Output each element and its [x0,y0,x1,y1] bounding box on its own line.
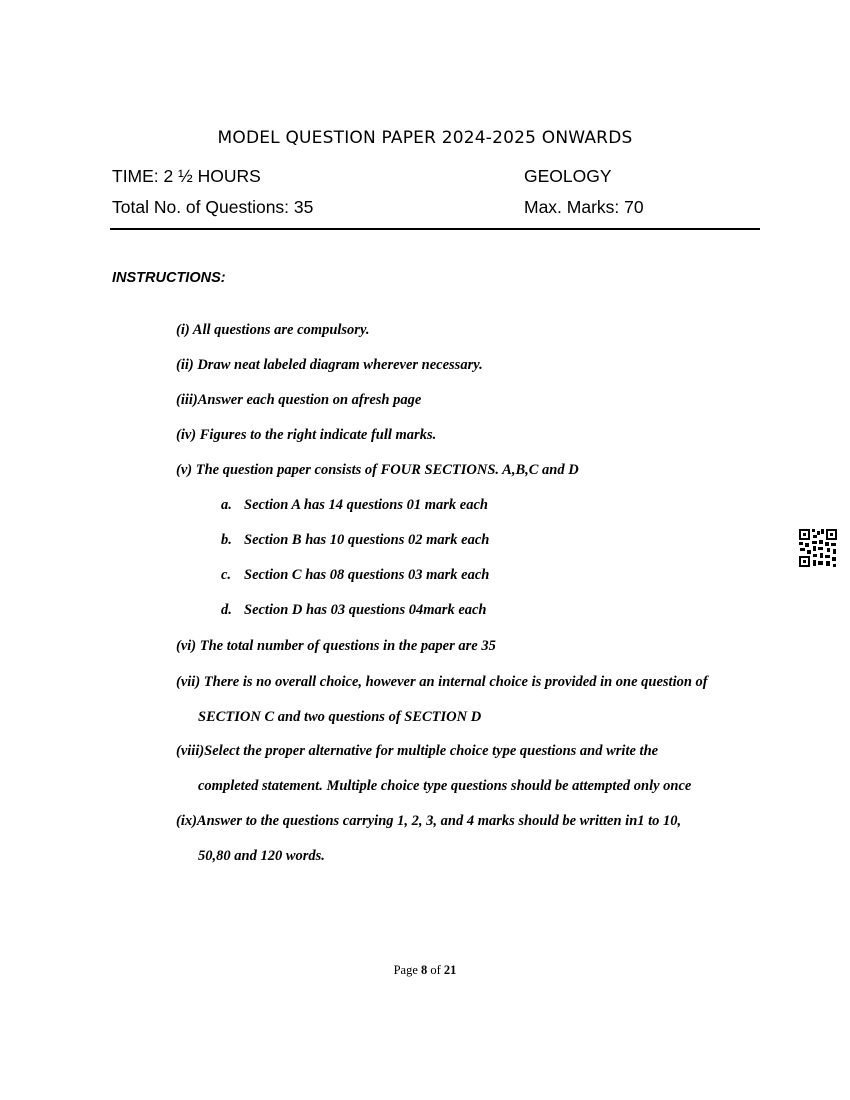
paper-title: MODEL QUESTION PAPER 2024-2025 ONWARDS [217,128,633,148]
header-divider [110,228,760,230]
section-item [221,532,489,549]
section-text: Section B has 10 questions 02 mark each [244,532,490,548]
section-marker: d. [221,602,232,618]
instruction-item: (v) The question paper consists of FOUR SECTIONS. A,B,C and D [176,462,579,478]
max-marks-label: Max. Marks: 70 [524,197,644,217]
page-label: Page [393,963,418,977]
instruction-item: (ix)Answer to the questions carrying 1, 2, 3, and 4 marks should be written in1 to 10, [176,813,682,829]
instruction-item: (iii)Answer each question on afresh page [176,392,422,408]
page-number: 8 [421,963,428,977]
instruction-item: (ii) Draw neat labeled diagram wherever necessary. [176,357,483,373]
page-footer [0,963,850,978]
section-text: Section D has 03 questions 04mark each [244,602,487,618]
time-label: TIME: 2 ½ HOURS [112,166,261,186]
instruction-item-continuation: completed statement. Multiple choice type questions should be attempted only once [198,778,692,794]
instruction-item-continuation: 50,80 and 120 words. [198,848,325,864]
section-item [221,567,489,584]
instruction-item: (iv) Figures to the right indicate full marks. [176,427,437,443]
section-item [221,602,487,619]
section-text: Section C has 08 questions 03 mark each [244,567,490,583]
total-pages: 21 [443,963,457,977]
instructions-heading: INSTRUCTIONS: [112,270,226,286]
instruction-item: (vi) The total number of questions in the paper are 35 [176,638,496,654]
section-marker: b. [221,532,232,548]
instruction-item-continuation: SECTION C and two questions of SECTION D [198,709,482,725]
instruction-item: (vii) There is no overall choice, however an internal choice is provided in one question of [176,674,708,690]
qr-code-icon [798,528,838,568]
of-label: of [430,963,441,977]
section-marker: c. [221,567,232,583]
instruction-item: (i) All questions are compulsory. [176,322,370,338]
section-marker: a. [221,497,232,513]
subject-label: GEOLOGY [524,166,612,186]
section-item [221,497,488,514]
instruction-item: (viii)Select the proper alternative for multiple choice type questions and write the [176,743,659,759]
total-questions-label: Total No. of Questions: 35 [112,197,314,217]
section-text: Section A has 14 questions 01 mark each [244,497,488,513]
